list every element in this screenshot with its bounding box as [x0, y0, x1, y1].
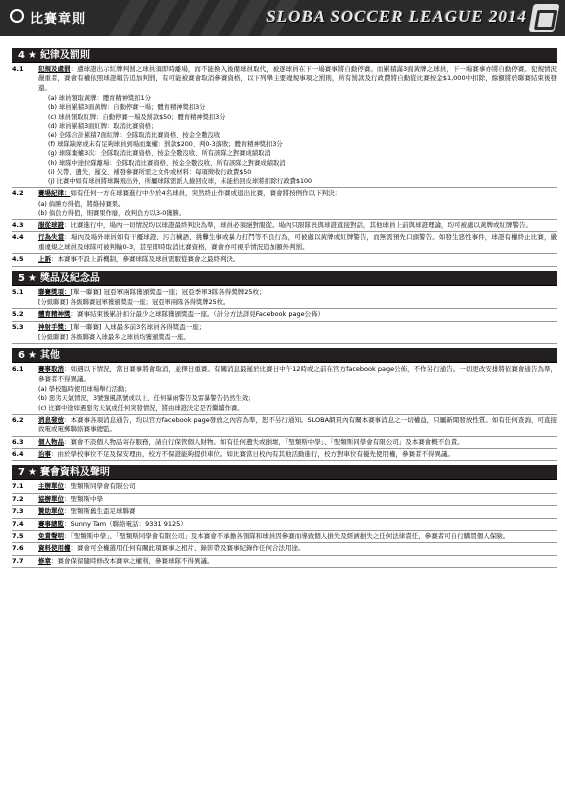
rule-item: [12, 482, 557, 491]
rule-sub-item: [分級聯賽] 各級聯賽冠軍獲頒獎盃一座；冠亞軍兩隊各得獎牌25枚。: [38, 299, 230, 307]
rule-number: 5.3: [12, 322, 24, 331]
section-title: 紀律及罰則: [39, 50, 90, 61]
section-title: 其他: [39, 350, 60, 362]
section-heading: [12, 48, 557, 63]
rule-item: [12, 288, 557, 297]
rule-sub-item: (c) 球員領取紅牌：自動停賽一場及罰款$50；體育精神獎扣3分: [48, 113, 226, 121]
section-heading: [12, 348, 557, 363]
rule-text: ：「聖類斯中學」、「聖類斯同學會有限公司」及本賽會不承擔各領隊和球員因參賽而導致個人損失及經濟損失之任何法律責任，參賽者可自行購買個人保險。: [64, 531, 510, 540]
rule-text: ：由於學校事位不足及保安理由，校方不保證能夠提供車位。如比賽當日校內有其他活動進行，校方對車位有優先使用權，參賽者不得異議。: [51, 449, 454, 458]
rule-number: 6.4: [12, 449, 24, 458]
rule-text: ：如遇以下情況，當日賽事將會取消，並擇日重賽。有關消息最遲於比賽日中午12時或之前在官方facebook page公佈，不作另行通告。一切更改安排將依賽會通告為準，參賽者不得異議。: [38, 365, 558, 383]
rule-body: [38, 532, 557, 541]
rule-text: ：聖類斯同學會有限公司: [64, 482, 136, 491]
rule-body: [38, 416, 557, 435]
rule-item: [12, 438, 557, 447]
rule-item: [12, 323, 557, 332]
rule-body: [38, 438, 557, 447]
rule-label: 神射手獎：: [38, 322, 71, 331]
rule-text: ：本賽事不設上訴機制，參賽球隊及球員需服從賽會之最終判決。: [51, 255, 240, 264]
rule-item: [12, 221, 557, 230]
rule-body: [38, 482, 557, 491]
divider: [12, 436, 557, 437]
rule-number: 7.3: [12, 507, 24, 516]
section-heading: [12, 271, 557, 286]
divider: [12, 518, 557, 519]
rule-number: 4.3: [12, 221, 24, 230]
rule-label: 犯規及處罰: [38, 65, 71, 73]
rule-item: [12, 65, 557, 93]
rule-item: [12, 255, 557, 264]
rule-text: ：聖類斯舊生盃足球聯賽: [64, 507, 136, 516]
rule-item: [12, 365, 557, 384]
rule-sub-item: [分級聯賽] 各級聯賽入球最多之球員均獲頒獎盃一座。: [38, 334, 190, 342]
rule-sub-item: (a) 球員領取黃牌：體育精神獎扣1分: [48, 95, 151, 103]
rule-item: [12, 416, 557, 435]
rule-body: [38, 221, 557, 230]
rules-content: [12, 44, 557, 569]
rule-sub-item: (b) 惡劣天氣情況，3號強風訊號或以上、任何暴雨警告及雷暴警告仍然生效；: [38, 395, 255, 403]
rule-sub-item: (h) 球隊中途拉隊離場：全隊取消比賽資格、按金全數沒收、所有該隊之對賽成績取消: [48, 159, 286, 167]
rule-sub-item: (g) 球隊棄權3次：全隊取消比賽資格、按金全數沒收、所有該隊之對賽成績取消: [48, 150, 271, 158]
rule-item: [12, 520, 557, 529]
rule-label: 協辦單位: [38, 494, 64, 503]
rule-number: 7.5: [12, 531, 24, 540]
rule-item: [12, 532, 557, 541]
rule-number: 6.1: [12, 365, 24, 374]
rule-sub-item: (b) 倘負方得值，則賽果作廢，改判負方以3-0獲勝。: [38, 209, 186, 217]
rule-sub-item: (a) 學校臨時使用球場舉行活動；: [38, 386, 131, 394]
rule-body: [38, 310, 557, 319]
rule-sub-item: (d) 球員累積3面紅牌：取消比賽資格；: [48, 122, 158, 130]
section-number: 4: [18, 50, 25, 61]
rule-label: 賽事總監: [38, 519, 64, 528]
section-title: 獎品及紀念品: [39, 272, 100, 284]
rule-label: 免責聲明: [38, 531, 64, 540]
section-number: 5: [18, 272, 25, 284]
divider: [12, 219, 557, 220]
rule-number: 6.3: [12, 437, 24, 446]
star-icon: ★: [27, 272, 37, 284]
rule-sub-item: (i) 欠帶、遺失、遲交、補發參賽所需之文件或材料：每項徵收行政費$50: [48, 168, 252, 176]
rule-text: ：場內及場外球員如有干擾球證、污言穢語、挑釁生事或暴力打鬥等不良行為，可被處以黃牌或紅牌警告，而無需預先口頭警告。如發生惡性事件，球證有權終止比賽，嚴重違規之球員及球隊可被判輸0-3，甚至即時取消比賽資格，賽會亦可視乎情況追加額外判罰。: [38, 233, 558, 251]
header-left-title: 比賽章則: [30, 12, 87, 27]
rule-body: [38, 520, 557, 529]
rule-text: ：聖類斯中學: [64, 494, 103, 503]
rule-number: 5.1: [12, 287, 24, 296]
rule-body: [38, 557, 557, 566]
rule-text: ：賽事結束後累計扣分最少之球隊獲頒獎盃一座。（計分方法詳見Facebook page公佈）: [70, 310, 325, 319]
rule-body: [38, 189, 557, 198]
divider: [12, 567, 557, 568]
rule-sub-item: (b) 球員累積3面黃牌：自動停賽一場；體育精神獎扣3分: [48, 104, 206, 112]
rule-label: 資料使用權: [38, 544, 71, 553]
header-right-title: SLOBA SOCCER LEAGUE 2014: [266, 7, 527, 26]
rule-label: 行為失當: [38, 233, 65, 242]
rule-text: ：賽會不設個人物品寄存服務，請自行保管個人財物。如有任何遺失或損壞，「聖類斯中學」、「聖類斯同學會有限公司」及本賽會概不負責。: [64, 437, 464, 446]
rule-body: [38, 288, 557, 297]
rule-label: 聯賽獎項：: [38, 287, 71, 296]
section-number: 7: [18, 467, 25, 479]
rule-number: 4.5: [12, 255, 24, 264]
rule-body: [38, 450, 557, 459]
rule-body: [38, 65, 557, 93]
rule-item: [12, 450, 557, 459]
rule-number: 7.2: [12, 494, 24, 503]
star-icon: ★: [27, 467, 37, 479]
divider: [12, 343, 557, 344]
rule-body: [38, 507, 557, 516]
rule-label: 主辦單位: [38, 482, 64, 491]
rule-text: ：比賽進行中，場內一切情況均以球證最終判決為準，球員必須絕對服從。場內只限隊長與球證直接對話，其他球員上前與球證理論，均可被處以黃牌或紅牌警告。: [64, 221, 532, 230]
divider: [12, 266, 557, 267]
rule-text: [單一聯賽] 入球最多前3名球員各得獎盃一座；: [70, 322, 206, 331]
rule-label: 治事: [38, 449, 51, 458]
divider: [12, 460, 557, 461]
rule-label: 贊助單位: [38, 507, 64, 516]
rule-item: [12, 544, 557, 553]
divider: [12, 448, 557, 449]
rule-body: [38, 495, 557, 504]
header-banner: [0, 0, 565, 36]
rule-body: [38, 365, 557, 384]
rule-item: [12, 495, 557, 504]
divider: [12, 555, 557, 556]
rule-number: 4.2: [12, 189, 24, 198]
rule-text: 如有任何一方在球賽進行中少於4名球員，突然終止作賽或退出比賽，賽會將按例作以下判決：: [70, 189, 342, 198]
rule-number: 7.4: [12, 519, 24, 528]
rule-text: [單一聯賽] 冠亞軍兩隊獲頒獎盃一座；冠亞季軍3隊各得獎牌25枚；: [70, 287, 266, 296]
rule-item: [12, 233, 557, 252]
league-logo-icon: [529, 4, 560, 32]
rule-text: ：遭球證出示紅牌判罰之球員須即時離場，而不能換入後備球員取代，被逐球員在下一場賽事將自動停賽。而累積滿3面黃牌之球員，下一場賽事亦將自動停賽。犯規情況嚴重者，賽會有權依照球證報告追加判罰，有可能被賽會取消參賽資格，以下列舉主要違規事項之罰則，所有罰款及行政費將自動從比賽按金$1,000中扣除，餘額將於聯賽結束後發還。: [38, 65, 558, 92]
rule-item: [12, 507, 557, 516]
star-icon: ★: [27, 350, 37, 362]
rule-label: 個人物品: [38, 437, 64, 446]
rule-text: ：本賽事各項消息通告，均以官方facebook page發放之內容為準，恕不另行通知。SLOBA網頁內有關本賽事消息之一切權益，只屬新聞發放性質。如有任何查詢，可直接致電或電郵聯絡賽事總監。: [38, 415, 558, 434]
rule-sub-item: (f) 球隊缺席或未有足夠球員到場而棄權：罰款$200、判0-3落敗；體育精神獎扣3分: [48, 141, 283, 149]
rule-body: [38, 233, 557, 252]
rule-item: [12, 310, 557, 319]
rule-number: 7.6: [12, 544, 24, 553]
rule-label: 體育精神獎: [38, 310, 71, 319]
emblem-icon: [10, 9, 24, 23]
rule-body: [38, 255, 557, 264]
rule-number: 6.2: [12, 415, 24, 424]
rule-number: 5.2: [12, 310, 24, 319]
rule-label: 賽事取消: [38, 365, 65, 374]
star-icon: ★: [27, 50, 37, 61]
rule-text: ：賽會保留隨時修改本賽章之權利，參賽球隊不得異議。: [51, 556, 214, 565]
rule-item: [12, 189, 557, 198]
rule-label: 賽場紀律：: [38, 189, 71, 198]
section-title: 賽會資料及聲明: [39, 467, 110, 479]
rule-sub-item: (e) 全隊合計累積7面紅牌：全隊取消比賽資格、按金全數沒收: [48, 132, 221, 140]
section-number: 6: [18, 350, 25, 362]
rule-sub-item: (a) 倘勝方得值，將維持賽果。: [38, 200, 125, 208]
rule-sub-item: (j) 比賽中如有球員將球踢飛出外，所屬球隊需派人撿回皮球，未能拾回皮球將扣除行政費$100: [48, 178, 312, 186]
rule-number: 4.4: [12, 233, 24, 242]
rule-label: 消息發放: [38, 415, 65, 424]
rule-item: [12, 557, 557, 566]
rule-label: 上訴: [38, 255, 51, 264]
rule-number: 7.1: [12, 482, 24, 491]
divider: [12, 321, 557, 322]
rule-text: ：賽會可全權選用任何有關此項賽事之相片、錄影帶及賽事紀錄作任何合法用途。: [70, 544, 305, 553]
rule-text: ：Sunny Tam（聯絡電話：9331 9125）: [64, 519, 187, 528]
rule-number: 4.1: [12, 65, 24, 73]
section-heading: [12, 465, 557, 480]
divider: [12, 414, 557, 415]
divider: [12, 530, 557, 531]
rule-label: 服從球證: [38, 221, 64, 230]
rule-body: [38, 323, 557, 332]
rule-body: [38, 544, 557, 553]
divider: [12, 493, 557, 494]
rule-number: 7.7: [12, 556, 24, 565]
rule-sub-item: (c) 比賽中途如遇惡劣天氣或任何突發情況，將由球證決定是否繼續作賽。: [38, 404, 244, 412]
rule-label: 修章: [38, 556, 51, 565]
